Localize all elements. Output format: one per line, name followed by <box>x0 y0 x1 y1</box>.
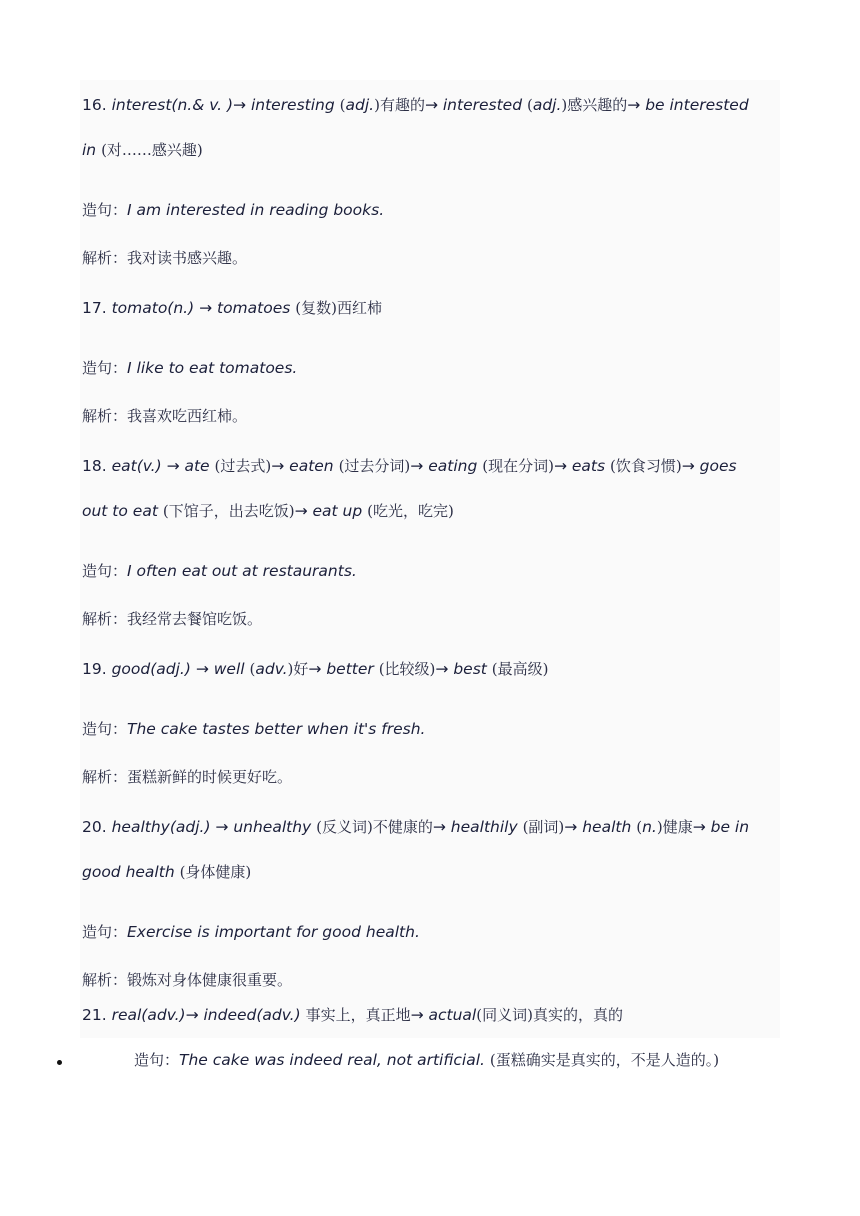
entry-16-header-parts: interest(n.& v. )→ interesting (adj.)有趣的→ interested (adj.)感兴趣的→ be interested <box>111 96 749 114</box>
entry-18-example: 造句：I often eat out at restaurants. <box>82 562 357 580</box>
entry-19-example: 造句：The cake tastes better when it's fresh. <box>82 720 426 738</box>
entry-number: 18. <box>82 457 107 475</box>
entry-17-example: 造句：I like to eat tomatoes. <box>82 359 298 377</box>
entry-20-header: 20. healthy(adj.) → unhealthy (反义词)不健康的→ healthily (副词)→ health (n.)健康→ be in <box>82 818 750 836</box>
entry-17-analysis: 解析：我喜欢吃西红柿。 <box>82 407 248 425</box>
entry-18-header: 18. eat(v.) → ate (过去式)→ eaten (过去分词)→ eating (现在分词)→ eats (饮食习惯)→ goes <box>82 457 737 475</box>
entry-17-header: 17. tomato(n.) → tomatoes (复数)西红柿 <box>82 299 382 317</box>
entry-20-header-cont: good health (身体健康) <box>82 863 252 881</box>
entry-21-example: 造句：The cake was indeed real, not artificial. (蛋糕确实是真实的，不是人造的。) <box>134 1051 720 1069</box>
entry-16-header-cont: in (对……感兴趣) <box>82 141 203 159</box>
entry-16-analysis: 解析：我对读书感兴趣。 <box>82 249 248 267</box>
entry-19-analysis: 解析：蛋糕新鲜的时候更好吃。 <box>82 768 293 786</box>
entry-18-analysis: 解析：我经常去餐馆吃饭。 <box>82 610 263 628</box>
entry-number: 17. <box>82 299 107 317</box>
entry-number: 16. <box>82 96 107 114</box>
list-bullet <box>57 1060 62 1065</box>
entry-20-example: 造句：Exercise is important for good health. <box>82 923 420 941</box>
content-panel <box>80 80 780 1038</box>
entry-19-header: 19. good(adj.) → well (adv.)好→ better (比较级)→ best (最高级) <box>82 660 549 678</box>
entry-number: 21. <box>82 1006 107 1024</box>
entry-20-analysis: 解析：锻炼对身体健康很重要。 <box>82 971 293 989</box>
entry-18-header-cont: out to eat (下馆子，出去吃饭)→ eat up (吃光，吃完) <box>82 502 454 520</box>
entry-16-header <box>82 95 749 115</box>
entry-21-header: 21. real(adv.)→ indeed(adv.) 事实上，真正地→ actual(同义词)真实的，真的 <box>82 1006 623 1024</box>
entry-16-example: 造句：I am interested in reading books. <box>82 201 385 219</box>
entry-number: 20. <box>82 818 107 836</box>
entry-number: 19. <box>82 660 107 678</box>
